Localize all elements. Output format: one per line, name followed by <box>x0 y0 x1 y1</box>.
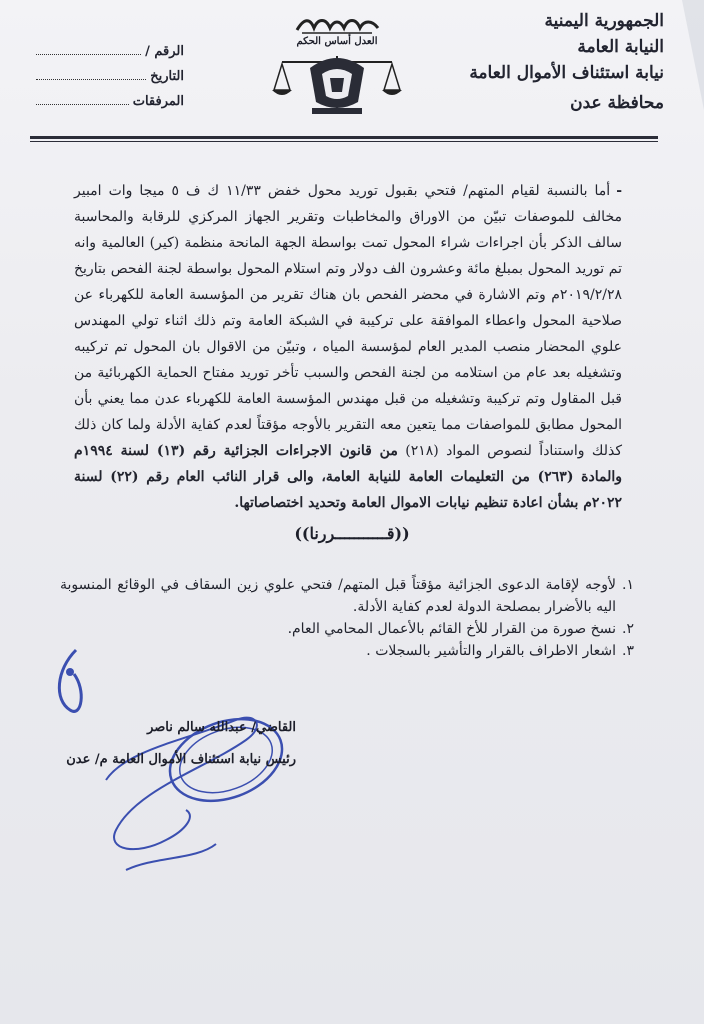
attachments-label: المرفقات <box>132 94 184 109</box>
state-emblem <box>272 10 402 122</box>
eagle-scales-icon <box>272 50 402 120</box>
governorate-name: محافظة عدن <box>570 93 664 113</box>
body-text-part2: من قانون الاجراءات الجزائية رقم (١٣) لسنة ١٩٩٤م والمادة (٢٦٣) من التعليمات العامة للنيابة العامة، والى قرار النائب العام رقم (٢٢) لسنة ٢٠٢٢م بشأن اعادة تنظيم نيابات الاموال العامة وتحديد اختصاصاتها. <box>74 443 623 511</box>
country-name: الجمهورية اليمنية <box>544 11 664 31</box>
authority-name: النيابة العامة <box>577 37 664 57</box>
header-divider <box>30 136 658 139</box>
date-label: التاريخ <box>150 69 184 84</box>
office-name: نيابة استئناف الأموال العامة <box>469 63 664 83</box>
page-fold <box>682 0 704 110</box>
body-text-part1: أما بالنسبة لقيام المتهم/ فتحي بقبول توريد محول خفض ١١/٣٣ ك ف ٥ ميجا وات امبير مخالف للموصفات تبيّن من الاوراق والمخاطبات وتقرير الجهاز المركزي للرقابة والمحاسبة سالف الذكر بأن اجراءات شراء المحول تمت بواسطة الجهة المانحة منظمة (كير) العالمية وانه تم توريد المحول بمبلغ مائة وعشرون الف دولار وتم استلام المحول بواسطة لجنة الفحص بتاريخ ٢٠١٩/٢/٢٨م وتم الاشارة في محضر الفحص بان هناك تقرير من المؤسسة العامة للكهرباء عن صلاحية المحول واعطاء الموافقة على تركيبة في الشبكة العامة وتم ذلك اثناء تولي المهندس علوي المحضار منصب المدير العام لمؤسسة المياه ، وتبيّن من الاقوال بان المحول تم تركيبه وتشغيله بعد عام من استلامه من لجنة الفحص والسبب تأخر توريد مفتاح الحماية الكهربائية من قبل المقاول وتم تركيبة وتشغيله من قبل مهندس المؤسسة العامة للكهرباء عدن مما يعني بأن المحول مطابق للمواصفات مما يتعين معه التقرير بالأوجه مؤقتاً لعدم كفاية الأدلة ولما كان ذلك كذلك واستناداً لنصوص المواد (٢١٨) <box>74 183 623 459</box>
judge-name: القاضي/ عبدالله سالم ناصر <box>147 720 296 735</box>
signature-block <box>66 712 296 776</box>
decision-heading: ((قـــــــــــررنا)) <box>294 524 410 543</box>
calligraphy-logo <box>292 14 382 36</box>
header-divider-thin <box>30 141 658 142</box>
emblem-motto: العدل أساس الحكم <box>296 36 378 47</box>
letterhead-right <box>464 8 664 116</box>
judge-title: رئيس نيابة استئناف الأموال العامة م/ عدن <box>66 752 296 767</box>
letterhead-left <box>36 42 184 117</box>
ref-field <box>36 42 184 67</box>
ref-label: الرقم / <box>145 44 184 59</box>
date-field <box>36 67 184 92</box>
decision-item: ٣. اشعار الاطراف بالقرار والتأشير بالسجلات . <box>366 643 634 659</box>
decision-item: ١. لأوجه لإقامة الدعوى الجزائية مؤقتاً قبل المتهم/ فتحي علوي زين السقاف في الوقائع المنسوبة اليه بالأضرار بمصلحة الدولة لعدم كفاية الأدلة. <box>60 577 634 615</box>
attachments-field <box>36 92 184 117</box>
body-paragraph: -أما بالنسبة لقيام المتهم/ فتحي بقبول توريد محول خفض ١١/٣٣ ك ف ٥ ميجا وات امبير مخالف للموصفات تبيّن من الاوراق والمخاطبات وتقرير الجهاز المركزي للرقابة والمحاسبة سالف الذكر بأن اجراءات شراء المحول تمت بواسطة الجهة المانحة منظمة (كير) العالمية وانه تم توريد المحول بمبلغ مائة وعشرون الف دولار وتم استلام المحول بواسطة لجنة الفحص بتاريخ ٢٠١٩/٢/٢٨م وتم الاشارة في محضر الفحص بان هناك تقرير من المؤسسة العامة للكهرباء عن صلاحية المحول واعطاء الموافقة على تركيبة في الشبكة العامة وتم ذلك اثناء تولي المهندس علوي المحضار منصب المدير العام لمؤسسة المياه ، وتبيّن من الاقوال بان المحول تم تركيبه وتشغيله بعد عام من استلامه من لجنة الفحص والسبب تأخر توريد مفتاح الحماية الكهربائية من قبل المقاول وتم تركيبة وتشغيله من قبل مهندس المؤسسة العامة للكهرباء عدن مما يعني بأن المحول مطابق للمواصفات مما يتعين معه التقرير بالأوجه مؤقتاً لعدم كفاية الأدلة ولما كان ذلك كذلك واستناداً لنصوص المواد (٢١٨) من قانون الاجراءات الجزائية رقم (١٣) لسنة ١٩٩٤م والمادة (٢٦٣) من التعليمات العامة للنيابة العامة، والى قرار النائب العام رقم (٢٢) لسنة ٢٠٢٢م بشأن اعادة تنظيم نيابات الاموال العامة وتحديد اختصاصاتها. <box>74 183 623 511</box>
decision-item: ٢. نسخ صورة من القرار للأخ القائم بالأعمال المحامي العام. <box>287 621 634 637</box>
